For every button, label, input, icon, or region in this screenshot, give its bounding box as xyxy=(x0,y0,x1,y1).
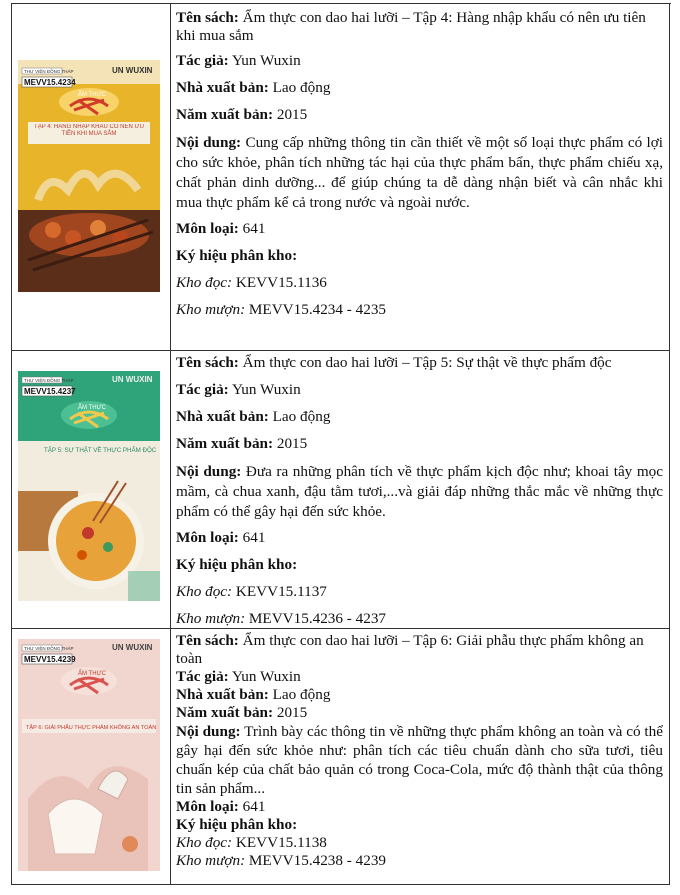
lending-field xyxy=(176,610,663,628)
year-field xyxy=(176,704,663,722)
content-value: Trình bày các thông tin về những thực phẩm không an toàn và có thể gây hại đến sức khỏe như: phân tích các tiêu chuẩn dành cho sữa tươi, tiêu chuẩn kép của chất bảo quản có trong Coca-Cola, mức độ thành thật của thông tin sản phẩm... xyxy=(176,723,663,797)
cover-call-number: MEVV15.4237 xyxy=(24,387,76,396)
reading-value: KEVV15.1137 xyxy=(235,583,327,600)
author-label: Tác giả: xyxy=(176,668,229,685)
cover-call-number: MEVV15.4234 xyxy=(24,78,76,87)
cover-library-sticker: THƯ VIỆN ĐỒNG THÁP xyxy=(24,646,74,651)
cover-series-logo: ẨM THỰC xyxy=(78,92,107,98)
book-title: Ẩm thực con dao hai lưỡi – Tập 4: Hàng nhập khẩu có nên ưu tiên khi mua sắm xyxy=(176,9,646,44)
book-title-field xyxy=(176,354,663,372)
reading-value: KEVV15.1138 xyxy=(235,834,327,851)
title-label: Tên sách: xyxy=(176,354,239,371)
cover-cell xyxy=(12,629,171,884)
lending-field xyxy=(176,852,663,870)
author-value: Yun Wuxin xyxy=(231,52,301,69)
year-label: Năm xuất bản: xyxy=(176,704,274,721)
content-value: Cung cấp những thông tin cần thiết về một số loại thực phẩm có lợi cho sức khỏe, phân tích những tác hại của thực phẩm bẩn, thực phẩm chiếu xạ, chất phản dinh dưỡng... để giúp chúng ta dễ dàng nhận biết và cân nhắc khi mua thực phẩm kể cả trong nước và ngoài nước. xyxy=(176,134,663,211)
lending-label: Kho mượn: xyxy=(176,610,246,627)
year-value: 2015 xyxy=(276,435,308,452)
shelf-field xyxy=(176,816,663,834)
cover-series-logo: ẨM THỰC xyxy=(78,671,107,677)
author-value: Yun Wuxin xyxy=(231,381,301,398)
author-field xyxy=(176,52,663,70)
category-label: Môn loại: xyxy=(176,529,239,546)
book-entry-row xyxy=(11,351,670,629)
cover-author-banner: UN WUXIN xyxy=(112,66,153,75)
book-title-field xyxy=(176,632,663,668)
cover-call-number: MEVV15.4239 xyxy=(24,655,76,664)
cover-volume-title: TẬP 4: HÀNG NHẬP KHẨU CÓ NÊN ƯU TIÊN KHI MUA SẮM xyxy=(34,124,144,137)
content-label: Nội dung: xyxy=(176,134,242,151)
reading-field xyxy=(176,583,663,601)
content-field xyxy=(176,722,663,798)
lending-value: MEVV15.4236 - 4237 xyxy=(248,610,387,627)
publisher-label: Nhà xuất bản: xyxy=(176,79,269,96)
year-label: Năm xuất bản: xyxy=(176,106,274,123)
content-label: Nội dung: xyxy=(176,723,241,740)
title-label: Tên sách: xyxy=(176,9,239,26)
lending-label: Kho mượn: xyxy=(176,852,246,869)
book-title: Ẩm thực con dao hai lưỡi – Tập 6: Giải phẫu thực phẩm không an toàn xyxy=(176,632,644,667)
year-value: 2015 xyxy=(276,704,308,721)
cover-library-sticker: THƯ VIỆN ĐỒNG THÁP xyxy=(24,378,74,383)
publisher-field xyxy=(176,79,663,97)
author-label: Tác giả: xyxy=(176,52,229,69)
year-value: 2015 xyxy=(276,106,308,123)
content-field xyxy=(176,462,663,522)
category-value: 641 xyxy=(242,529,266,546)
reading-field xyxy=(176,274,663,292)
reading-label: Kho đọc: xyxy=(176,834,233,851)
shelf-field xyxy=(176,556,663,574)
category-field xyxy=(176,220,663,238)
cover-volume-title: TẬP 5: SỰ THẬT VỀ THỰC PHẨM ĐỘC xyxy=(44,447,157,454)
lending-field xyxy=(176,301,663,319)
cover-cell xyxy=(12,351,171,628)
cover-volume-title: TẬP 6: GIẢI PHẪU THỰC PHẨM KHÔNG AN TOÀN xyxy=(26,725,157,731)
book-cover-image xyxy=(18,371,160,601)
year-field xyxy=(176,106,663,124)
cover-author-banner: UN WUXIN xyxy=(112,643,153,652)
category-value: 641 xyxy=(242,220,266,237)
shelf-label: Ký hiệu phân kho: xyxy=(176,816,298,833)
shelf-field xyxy=(176,247,663,265)
author-field xyxy=(176,381,663,399)
lending-value: MEVV15.4234 - 4235 xyxy=(248,301,387,318)
book-title-field xyxy=(176,9,663,45)
content-value: Đưa ra những phân tích về thực phẩm kịch độc như; khoai tây mọc mầm, cà chua xanh, đậu tằm tươi,...và giải đáp những thắc mắc về những thực phẩm có thể gây hại đến sức khỏe. xyxy=(176,463,663,520)
shelf-label: Ký hiệu phân kho: xyxy=(176,556,298,573)
lending-label: Kho mượn: xyxy=(176,301,246,318)
author-value: Yun Wuxin xyxy=(231,668,301,685)
content-field xyxy=(176,133,663,213)
year-label: Năm xuất bản: xyxy=(176,435,274,452)
publisher-label: Nhà xuất bản: xyxy=(176,686,269,703)
book-entry-row xyxy=(11,629,670,885)
book-entry-row xyxy=(11,3,670,351)
shelf-label: Ký hiệu phân kho: xyxy=(176,247,298,264)
reading-value: KEVV15.1136 xyxy=(235,274,327,291)
category-value: 641 xyxy=(242,798,266,815)
content-label: Nội dung: xyxy=(176,463,242,480)
year-field xyxy=(176,435,663,453)
cover-cell xyxy=(12,3,171,350)
reading-field xyxy=(176,834,663,852)
publisher-value: Lao động xyxy=(272,686,331,703)
cover-library-sticker: THƯ VIỆN ĐỒNG THÁP xyxy=(24,69,74,74)
lending-value: MEVV15.4238 - 4239 xyxy=(248,852,387,869)
publisher-value: Lao động xyxy=(272,79,331,96)
title-label: Tên sách: xyxy=(176,632,239,649)
author-label: Tác giả: xyxy=(176,381,229,398)
reading-label: Kho đọc: xyxy=(176,274,233,291)
reading-label: Kho đọc: xyxy=(176,583,233,600)
publisher-label: Nhà xuất bản: xyxy=(176,408,269,425)
publisher-value: Lao động xyxy=(272,408,331,425)
category-field xyxy=(176,529,663,547)
author-field xyxy=(176,668,663,686)
book-cover-image xyxy=(18,60,160,292)
category-label: Môn loại: xyxy=(176,220,239,237)
publisher-field xyxy=(176,408,663,426)
category-label: Môn loại: xyxy=(176,798,239,815)
publisher-field xyxy=(176,686,663,704)
cover-author-banner: UN WUXIN xyxy=(112,375,153,384)
book-title: Ẩm thực con dao hai lưỡi – Tập 5: Sự thật về thực phẩm độc xyxy=(242,354,612,371)
cover-series-logo: ẨM THỰC xyxy=(78,405,107,411)
category-field xyxy=(176,798,663,816)
book-cover-image xyxy=(18,639,160,871)
